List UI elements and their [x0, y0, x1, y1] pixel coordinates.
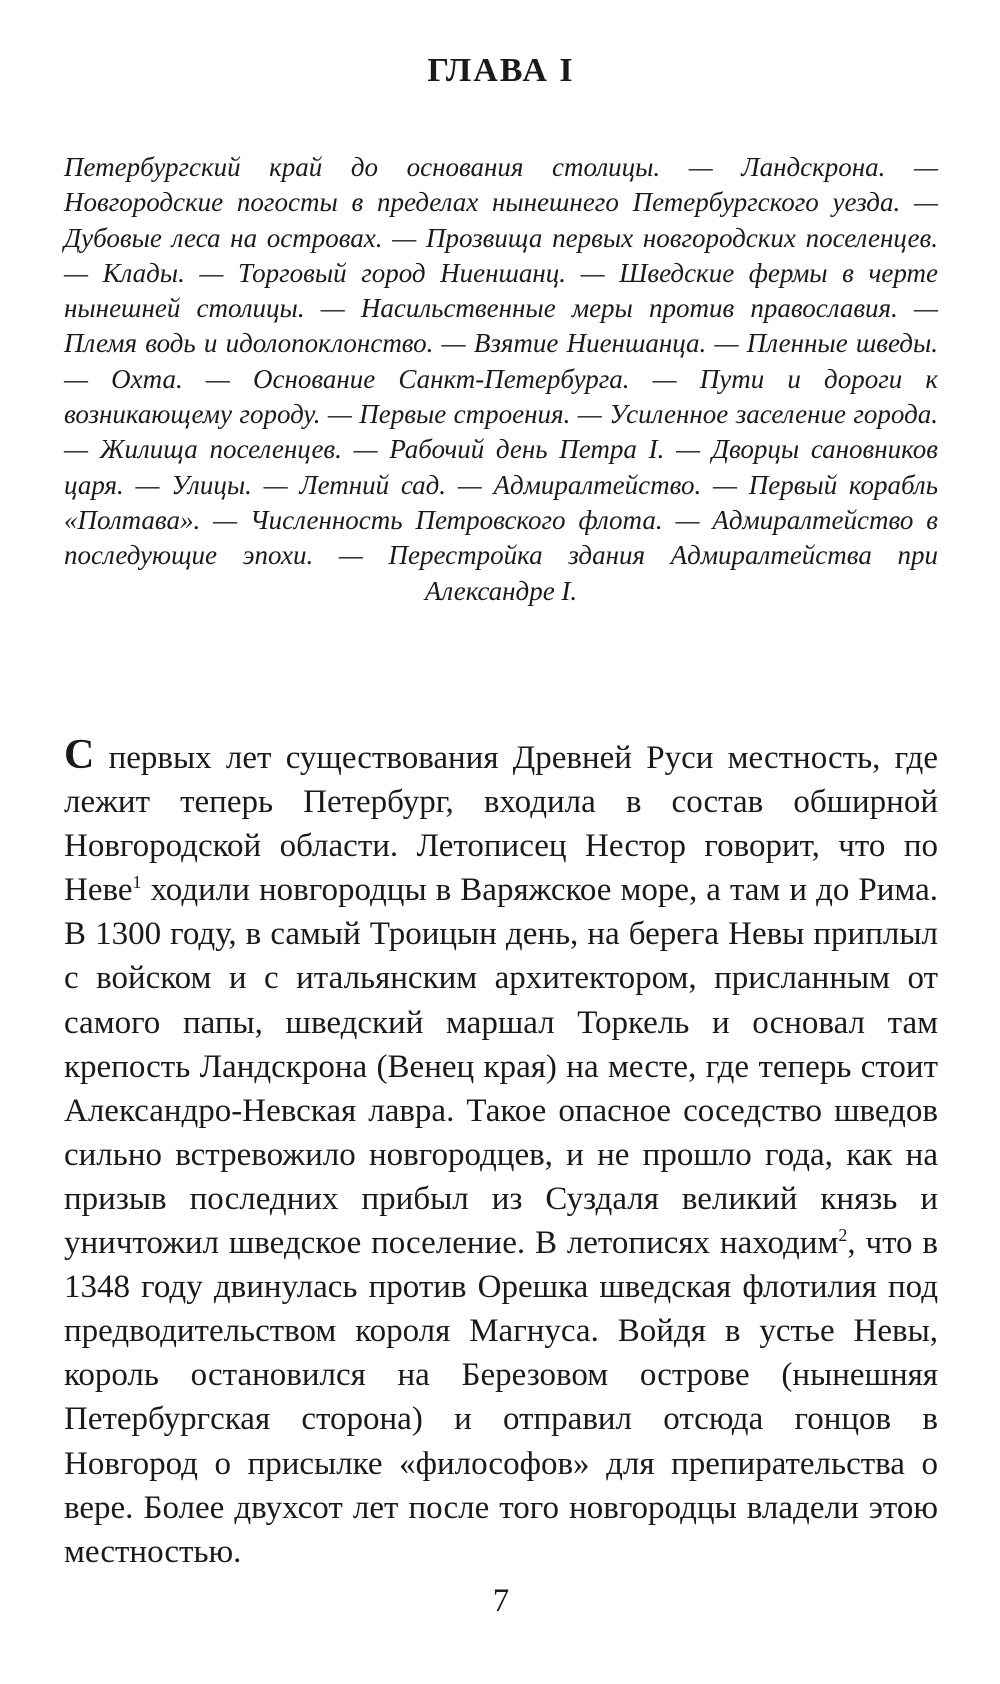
body-text-part-3: , что в 1348 году двинулась против Орешка шведская флотилия под предводительством короля Магнуса. Войдя в устье Невы, король остановился на Березовом острове (нынешняя Петербургская сторона) и отправил отсюда гонцов в Новгород о присылке «философов» для препирательства о вере. Более двухсот лет после того новгородцы владели этою местностью. — [64, 1225, 938, 1570]
footnote-marker-1[interactable]: 1 — [132, 872, 142, 893]
chapter-title: ГЛАВА I — [427, 52, 575, 89]
body-text-part-2: ходили новгородцы в Варяжское море, а там и до Рима. В 1300 году, в самый Троицын день, на берега Невы приплыл с войском и с итальянским архитектором, присланным от самого папы, шведский маршал Торкель и основал там крепость Ландскрона (Венец края) на месте, где теперь стоит Александро-Невская лавра. Такое опасное соседство шведов сильно встревожило новгородцев, и не прошло года, как на призыв последних прибыл из Суздаля великий князь и уничтожил шведское поселение. В летописях находим — [64, 872, 938, 1262]
drop-initial: С — [64, 732, 95, 778]
book-page — [64, 0, 938, 1684]
body-text-part-1: первых лет существования Древней Руси местность, где лежит теперь Петербург, входила в состав обширной Новгородской области. Летописец Нестор говорит, что по Неве — [64, 740, 938, 909]
body-paragraph — [64, 732, 938, 1574]
page-number: 7 — [492, 1583, 510, 1619]
chapter-summary: Петербургский край до основания столицы. — Ландскрона. — Новгородские погосты в пределах нынешнего Петербургского уезда. — Дубовые леса на островах. — Прозвища первых новгородских поселенцев. — Клады. — Торговый город Ниеншанц. — Шведские фермы в черте нынешней столицы. — Насильственные меры против православия. — Племя водь и идолопоклонство. — Взятие Ниеншанца. — Пленные шведы. — Охта. — Основание Санкт-Петербурга. — Пути и дороги к возникающему городу. — Первые строения. — Усиленное заселение города. — Жилища поселенцев. — Рабочий день Петра I. — Дворцы сановников царя. — Улицы. — Летний сад. — Адмиралтейство. — Первый корабль «Полтава». — Численность Петровского флота. — Адмиралтейство в последующие эпохи. — Перестройка здания Адмиралтейства при Александре I. — [64, 152, 938, 606]
footnote-marker-2[interactable]: 2 — [838, 1225, 848, 1246]
